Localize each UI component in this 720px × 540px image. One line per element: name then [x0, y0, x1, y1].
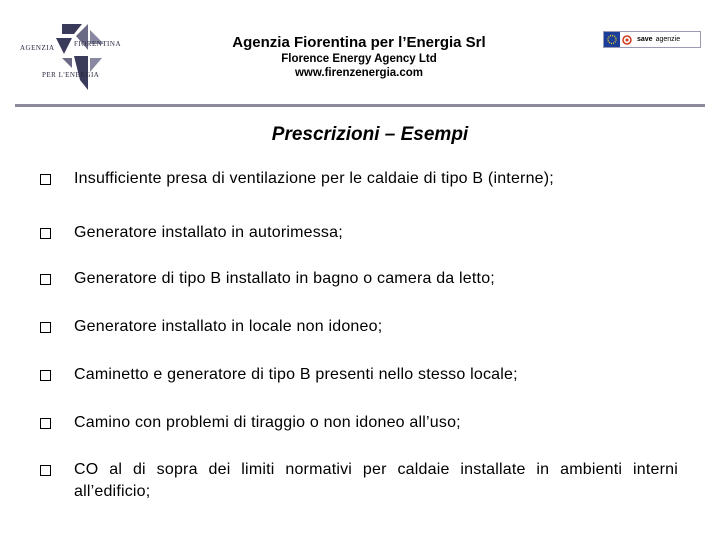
agency-url: www.firenzenergia.com [294, 67, 424, 79]
list-item [38, 316, 678, 338]
badge-suffix: agenzie [655, 36, 681, 43]
list-item [38, 459, 678, 503]
list-item-text: Generatore installato in autorimessa; [74, 224, 343, 241]
logo-text-agenzia: AGENZIA [20, 44, 55, 52]
badge-brand: save [637, 36, 653, 43]
save-logo-icon [620, 32, 634, 47]
checkbox-bullet-icon [40, 274, 51, 285]
list-item [38, 364, 678, 386]
save-agenzie-badge [603, 31, 701, 48]
badge-text [634, 32, 680, 47]
header-block [200, 34, 518, 80]
list-item [38, 222, 678, 244]
agency-logo [20, 18, 130, 96]
agency-name: Agenzia Fiorentina per l’Energia Srl [232, 34, 486, 51]
header-divider [15, 104, 705, 107]
logo-text-fiorentina: FIORENTINA [74, 40, 121, 48]
list-item-text: Caminetto e generatore di tipo B presenti nello stesso locale; [74, 366, 518, 383]
checkbox-bullet-icon [40, 174, 51, 185]
checkbox-bullet-icon [40, 418, 51, 429]
checkbox-bullet-icon [40, 322, 51, 333]
list-item-text: Generatore di tipo B installato in bagno o camera da letto; [74, 270, 495, 287]
checkbox-bullet-icon [40, 370, 51, 381]
slide-title: Prescrizioni – Esempi [271, 124, 469, 145]
list-item [38, 412, 678, 434]
list-item-text: CO al di sopra dei limiti normativi per caldaie installate in ambienti interni all’edificio; [74, 461, 678, 500]
checkbox-bullet-icon [40, 465, 51, 476]
agency-english-name: Florence Energy Agency Ltd [281, 53, 437, 65]
list-item-text: Generatore installato in locale non idoneo; [74, 318, 383, 335]
logo-text-per-energia: PER L'ENERGIA [42, 71, 100, 79]
list-item-text: Camino con problemi di tiraggio o non idoneo all’uso; [74, 414, 461, 431]
checkbox-bullet-icon [40, 228, 51, 239]
agency-logo-mark-icon [54, 20, 114, 92]
list-item-text: Insufficiente presa di ventilazione per le caldaie di tipo B (interne); [74, 170, 554, 187]
list-item [38, 268, 678, 290]
eu-flag-icon [604, 32, 620, 47]
list-item [38, 168, 678, 190]
